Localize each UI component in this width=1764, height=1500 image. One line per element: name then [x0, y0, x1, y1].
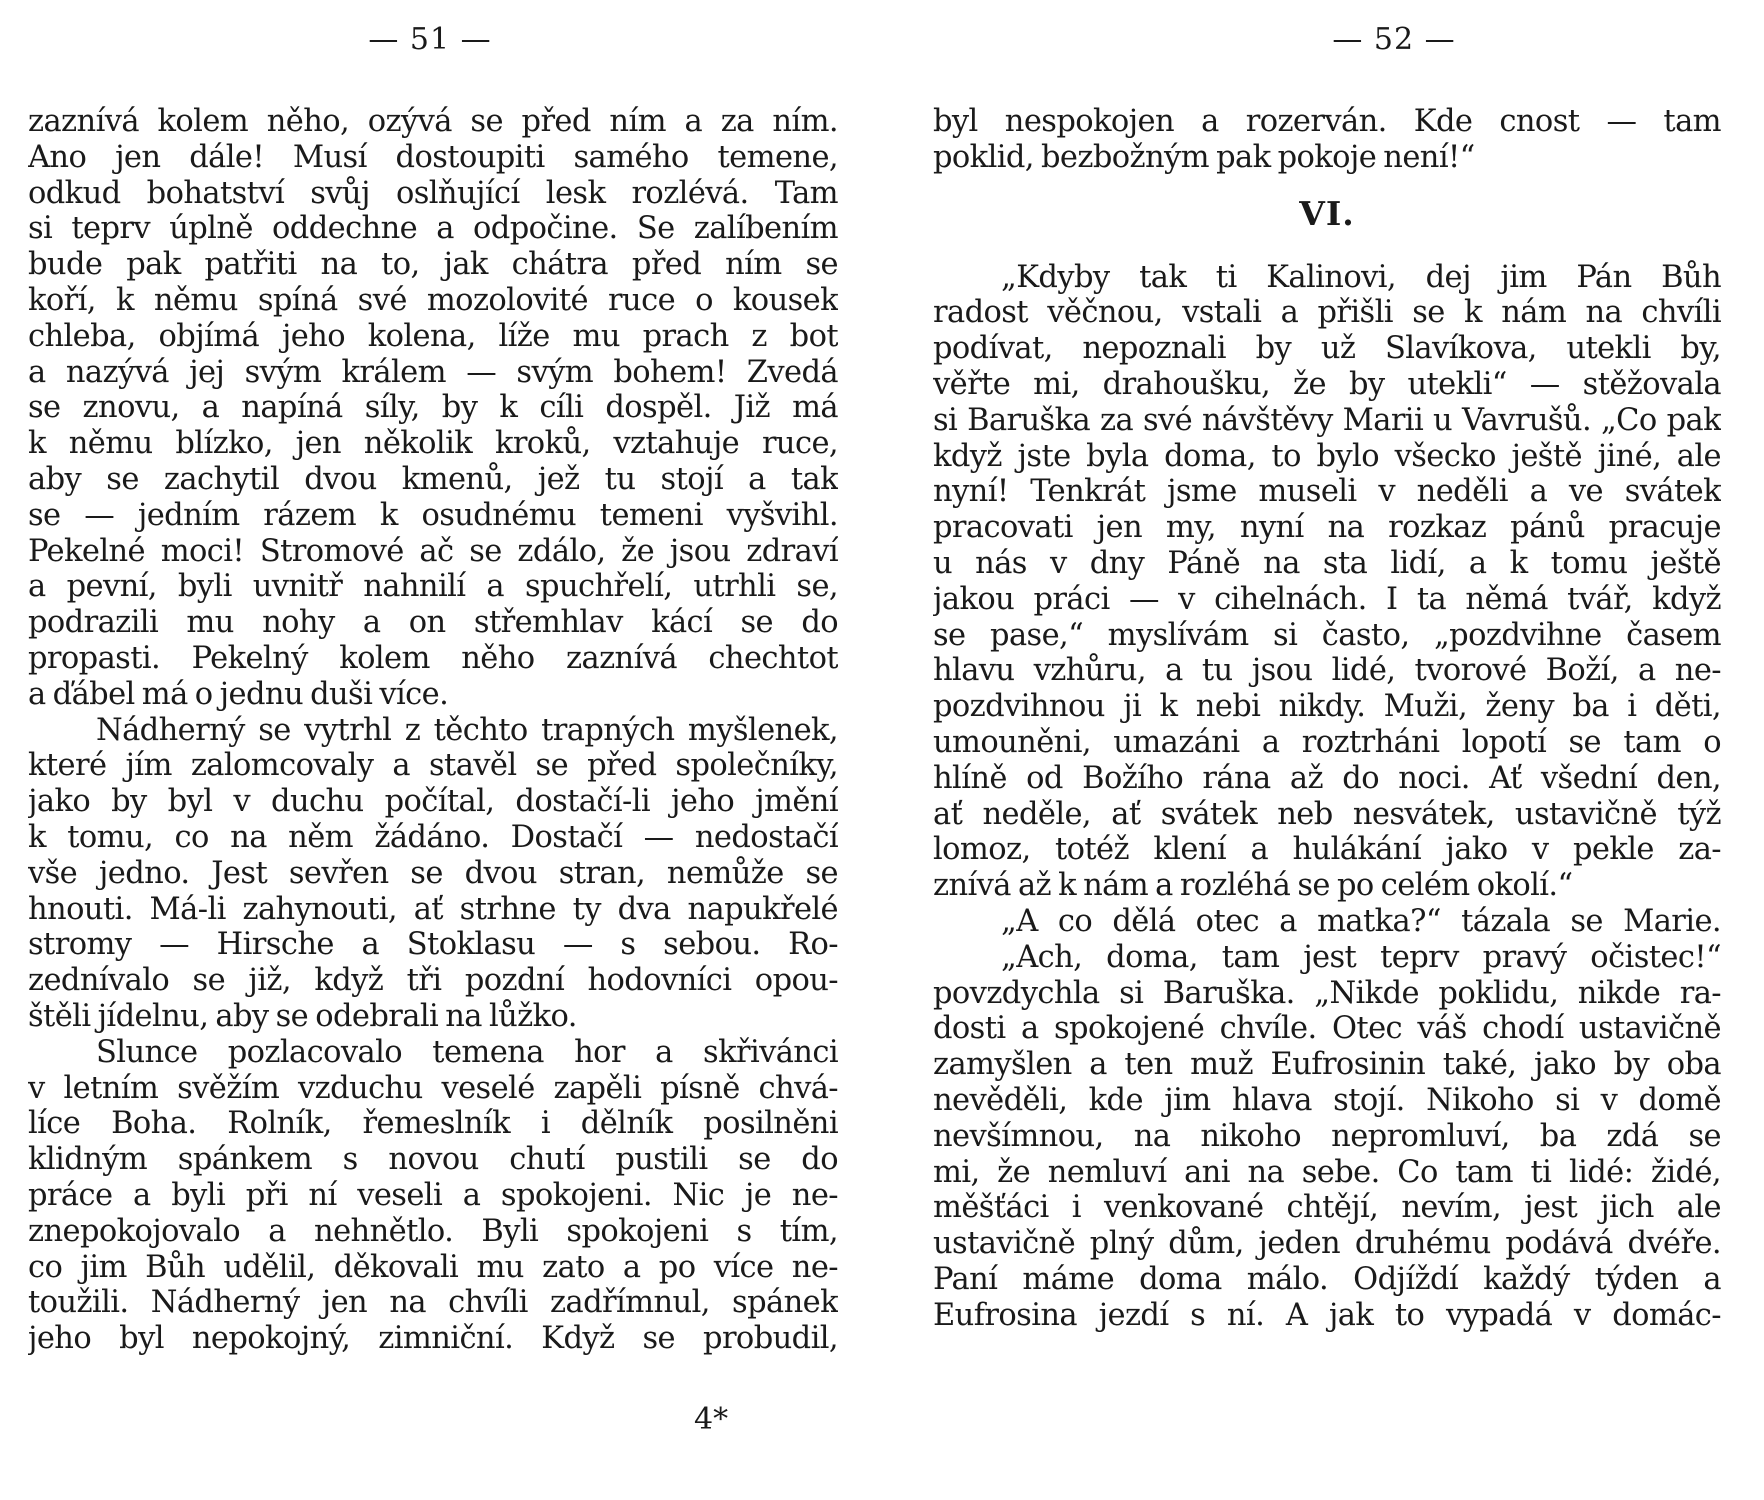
text-line: mi, že nemluví ani na sebe. Co tam ti lidé: židé, [933, 1154, 1721, 1190]
text-line: stromy — Hirsche a Stoklasu — s sebou. Ro- [28, 927, 838, 963]
text-line: Eufrosina jezdí s ní. A jak to vypadá v domác- [933, 1297, 1721, 1333]
text-line: ať neděle, ať svátek neb nesvátek, ustavičně týž [933, 796, 1721, 832]
text-line: věřte mi, drahoušku, že by utekli“ — stěžovala [933, 366, 1721, 402]
left-page [0, 0, 880, 1500]
text-line: klidným spánkem s novou chutí pustili se do [28, 1142, 838, 1178]
text-line: Paní máme doma málo. Odjíždí každý týden a [933, 1261, 1721, 1297]
text-line: odkud bohatství svůj oslňující lesk rozlévá. Tam [28, 175, 838, 211]
text-line: u nás v dny Páně na sta lidí, a k tomu ještě [933, 545, 1721, 581]
text-line: dosti a spokojené chvíle. Otec váš chodí ustavičně [933, 1011, 1721, 1047]
text-line: podrazili mu nohy a on střemhlav kácí se do [28, 605, 838, 641]
text-line: hnouti. Má-li zahynouti, ať strhne ty dva napukřelé [28, 891, 838, 927]
text-line: jako by byl v duchu počítal, dostačí-li jeho jmění [28, 784, 838, 820]
text-line: měšťáci i venkované chtějí, nevím, jest jich ale [933, 1190, 1721, 1226]
text-line: hlavu vzhůru, a tu jsou lidé, tvorové Boží, a ne- [933, 653, 1721, 689]
page-number-left: — 51 — [368, 22, 492, 57]
text-line: radost věčnou, vstali a přišli se k nám na chvíli [933, 295, 1721, 331]
text-line: znívá až k nám a rozléhá se po celém okolí.“ [933, 868, 1573, 904]
text-line: nevšímnou, na nikoho nepromluví, ba zdá se [933, 1118, 1721, 1154]
text-line: podívat, nepoznali by už Slavíkova, utekli by, [933, 331, 1721, 367]
text-line: nevěděli, kde jim hlava stojí. Nikoho si v domě [933, 1082, 1721, 1118]
chapter-heading: VI. [1299, 193, 1355, 233]
text-line: „Kdyby tak ti Kalinovi, dej jim Pán Bůh [1001, 259, 1721, 295]
text-line: poklid, bezbožným pak pokoje není!“ [933, 139, 1475, 175]
text-line: co jim Bůh udělil, děkovali mu zato a po více ne- [28, 1249, 838, 1285]
text-line: se znovu, a napíná síly, by k cíli dospěl. Již má [28, 390, 838, 426]
text-line: které jím zalomcovaly a stavěl se před společníky, [28, 748, 838, 784]
text-line: nyní! Tenkrát jsme museli v neděli a ve svátek [933, 474, 1721, 510]
text-line: práce a byli při ní veseli a spokojeni. Nic je ne- [28, 1177, 838, 1213]
text-line: „Ach, doma, tam jest teprv pravý očistec!“ [1001, 939, 1721, 975]
text-line: a ďábel má o jednu duši více. [28, 676, 449, 712]
text-line: vše jedno. Jest sevřen se dvou stran, nemůže se [28, 855, 838, 891]
text-line: zednívalo se již, když tři pozdní hodovníci opou- [28, 963, 838, 999]
text-line: koří, k němu spíná své mozolovité ruce o kousek [28, 282, 838, 318]
text-line: toužili. Nádherný jen na chvíli zadřímnul, spánek [28, 1285, 838, 1321]
text-line: povzdychla si Baruška. „Nikde poklidu, nikde ra- [933, 975, 1721, 1011]
text-line: když jste byla doma, to bylo všecko ještě jiné, ale [933, 438, 1721, 474]
text-line: líce Boha. Rolník, řemeslník i dělník posilněni [28, 1106, 838, 1142]
text-line: v letním svěžím vzduchu veselé zapěli písně chvá- [28, 1070, 838, 1106]
text-line: hlíně od Božího rána až do noci. Ať všední den, [933, 760, 1721, 796]
text-line: Pekelné moci! Stromové ač se zdálo, že jsou zdraví [28, 533, 838, 569]
text-line: pozdvihnou ji k nebi nikdy. Muži, ženy ba i děti, [933, 689, 1721, 725]
text-line: si teprv úplně oddechne a odpočine. Se zalíbením [28, 211, 838, 247]
text-line: jakou práci — v cihelnách. I ta němá tvář, když [933, 581, 1721, 617]
text-line: chleba, objímá jeho kolena, líže mu prach z bot [28, 318, 838, 354]
text-line: si Baruška za své návštěvy Marii u Vavrušů. „Co pak [933, 402, 1721, 438]
text-line: štěli jídelnu, aby se odebrali na lůžko. [28, 998, 577, 1034]
text-line: a pevní, byli uvnitř nahnilí a spuchřelí, utrhli se, [28, 569, 838, 605]
text-line: Slunce pozlacovalo temena hor a skřivánci [96, 1034, 838, 1070]
text-line: a nazývá jej svým králem — svým bohem! Zvedá [28, 354, 838, 390]
text-line: pracovati jen my, nyní na rozkaz pánů pracuje [933, 510, 1721, 546]
text-line: se — jedním rázem k osudnému temeni vyšvihl. [28, 497, 838, 533]
text-line: Nádherný se vytrhl z těchto trapných myšlenek, [96, 712, 838, 748]
text-line: bude pak patřiti na to, jak chátra před ním se [28, 247, 838, 283]
text-line: zamyšlen a ten muž Eufrosinin také, jako by oba [933, 1047, 1721, 1083]
text-line: propasti. Pekelný kolem něho zaznívá chechtot [28, 640, 838, 676]
printer-signature-mark: 4* [694, 1402, 729, 1437]
text-line: byl nespokojen a rozerván. Kde cnost — tam [933, 104, 1721, 139]
text-line: umouněni, umazáni a roztrháni lopotí se tam o [933, 724, 1721, 760]
text-line: ustavičně plný dům, jeden druhému podává dvéře. [933, 1226, 1721, 1262]
text-line: k tomu, co na něm žádáno. Dostačí — nedostačí [28, 819, 838, 855]
left-page-text [28, 104, 838, 1357]
text-line: Ano jen dále! Musí dostoupiti samého temene, [28, 139, 838, 175]
right-page [880, 0, 1764, 1500]
text-line: zaznívá kolem něho, ozývá se před ním a za ním. [28, 104, 838, 139]
text-line: „A co dělá otec a matka?“ tázala se Marie. [1001, 903, 1721, 939]
text-line: jeho byl nepokojný, zimniční. Když se probudil, [28, 1321, 838, 1357]
page-number-right: — 52 — [1332, 22, 1456, 57]
text-line: aby se zachytil dvou kmenů, jež tu stojí a tak [28, 461, 838, 497]
right-page-text [933, 104, 1721, 1334]
text-line: se pase,“ myslívám si často, „pozdvihne časem [933, 617, 1721, 653]
text-line: lomoz, totéž klení a hulákání jako v pekle za- [933, 832, 1721, 868]
text-line: k němu blízko, jen několik kroků, vztahuje ruce, [28, 426, 838, 462]
text-line: znepokojovalo a nehnětlo. Byli spokojeni s tím, [28, 1213, 838, 1249]
